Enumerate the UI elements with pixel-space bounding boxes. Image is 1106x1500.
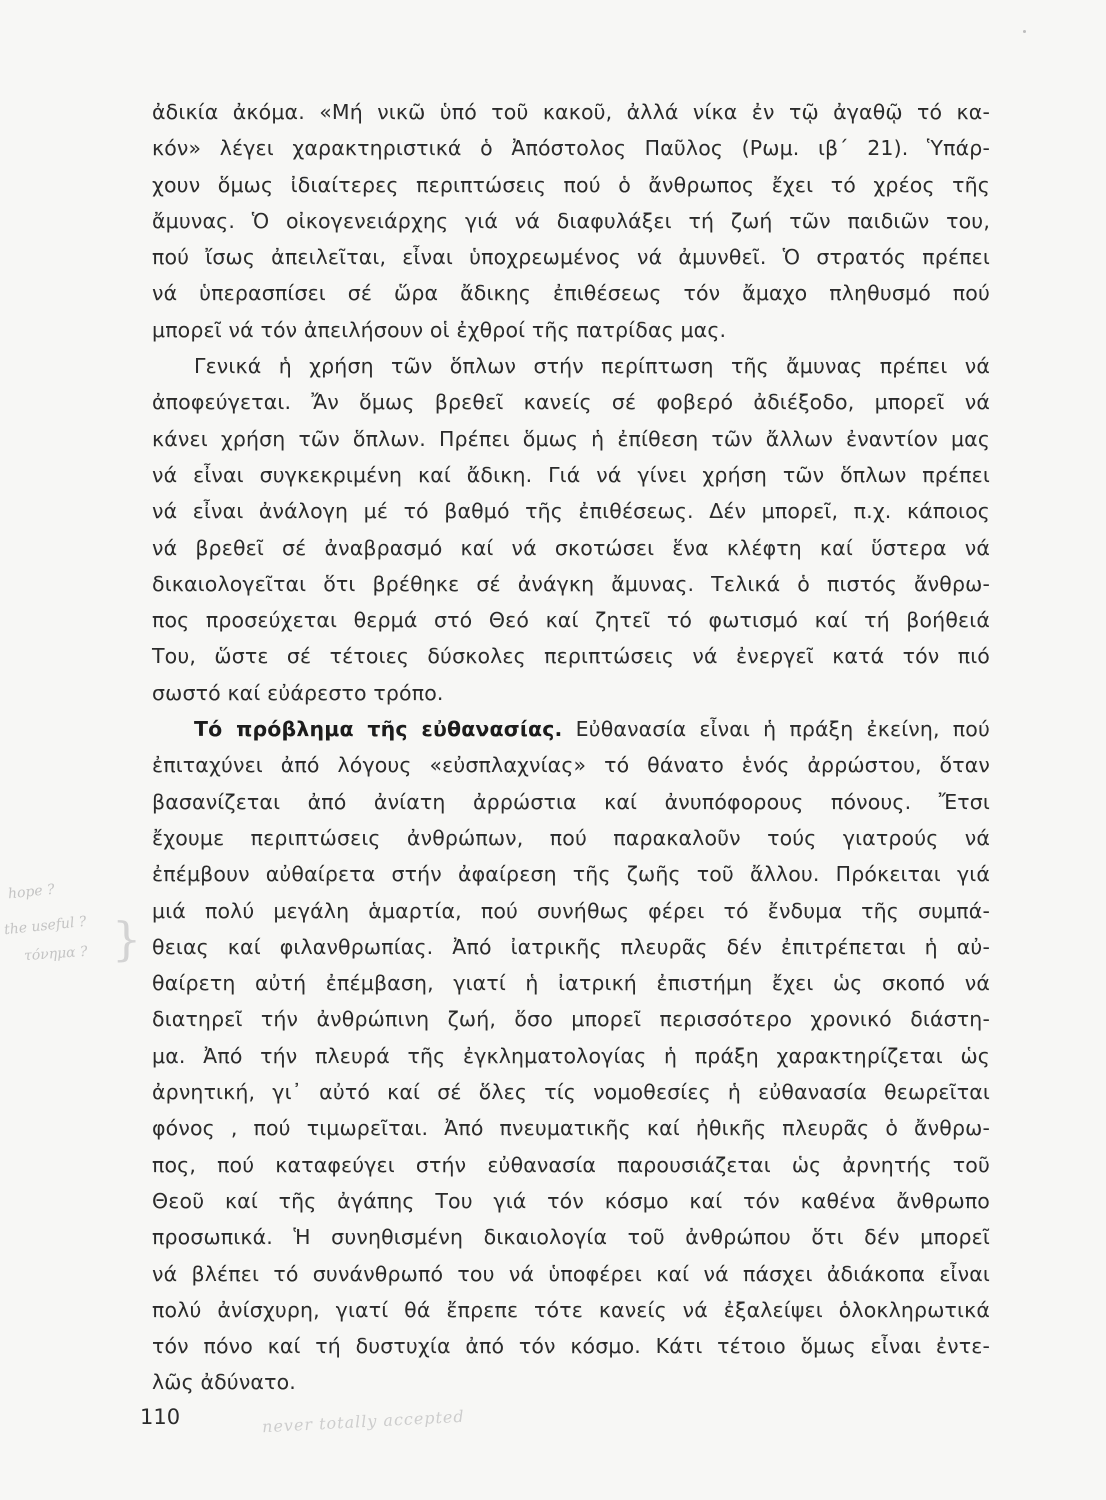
text-line: πού ἴσως ἀπειλεῖται, εἶναι ὑποχρεωμένος νά ἀμυνθεῖ. Ὁ στρατός πρέπει <box>152 245 990 270</box>
text-line: σωστό καί εὐάρεστο τρόπο. <box>152 680 444 705</box>
text-line: ἄμυνας. Ὁ οἰκογενειάρχης γιά νά διαφυλάξει τή ζωή τῶν παιδιῶν του, <box>152 208 990 233</box>
text-line: πολύ ἀνίσχυρη, γιατί θά ἔπρεπε τότε κανείς νά ἐξαλείψει ὁλοκληρωτικά <box>152 1297 990 1322</box>
text-line: Γενικά ἡ χρήση τῶν ὅπλων στήν περίπτωση τῆς ἄμυνας πρέπει νά <box>194 354 990 379</box>
text-line: Του, ὥστε σέ τέτοιες δύσκολες περιπτώσεις νά ἐνεργεῖ κατά τόν πιό <box>152 644 990 669</box>
text-line: νά εἶναι ἀνάλογη μέ τό βαθμό τῆς ἐπιθέσεως. Δέν μπορεῖ, π.χ. κάποιος <box>152 499 990 524</box>
paper-speck <box>1023 30 1026 33</box>
section-heading: Τό πρόβλημα τῆς εὐθανασίας. <box>194 717 563 742</box>
text-line: προσωπικά. Ἡ συνηθισμένη δικαιολογία τοῦ ἀνθρώπου ὅτι δέν μπορεῖ <box>152 1225 990 1250</box>
text-line: μιά πολύ μεγάλη ἁμαρτία, πού συνήθως φέρει τό ἔνδυμα τῆς συμπά- <box>152 898 990 923</box>
text-line: ἐπέμβουν αὐθαίρετα στήν ἀφαίρεση τῆς ζωῆς τοῦ ἄλλου. Πρόκειται γιά <box>152 862 990 887</box>
text-line: φόνος , πού τιμωρεῖται. Ἀπό πνευματικῆς καί ἠθικῆς πλευρᾶς ὁ ἄνθρω- <box>152 1116 990 1141</box>
handwritten-margin-note: the useful ? <box>3 913 88 939</box>
text-line: ἐπιταχύνει ἀπό λόγους «εὐσπλαχνίας» τό θάνατο ἑνός ἀρρώστου, ὅταν <box>152 753 990 778</box>
text-line: ἀποφεύγεται. Ἄν ὅμως βρεθεῖ κανείς σέ φοβερό ἀδιέξοδο, μπορεῖ νά <box>152 390 990 415</box>
text-line: πος, πού καταφεύγει στήν εὐθανασία παρουσιάζεται ὡς ἀρνητής τοῦ <box>152 1152 990 1177</box>
text-line: νά ὑπερασπίσει σέ ὥρα ἄδικης ἐπιθέσεως τόν ἄμαχο πληθυσμό πού <box>152 281 990 306</box>
text-line: νά βρεθεῖ σέ ἀναβρασμό καί νά σκοτώσει ἕνα κλέφτη καί ὕστερα νά <box>152 535 990 560</box>
handwritten-bottom-note: never totally accepted <box>261 1406 466 1437</box>
text-line: βασανίζεται ἀπό ἀνίατη ἀρρώστια καί ἀνυπόφορους πόνους. Ἔτσι <box>152 789 990 814</box>
text-line: θειας καί φιλανθρωπίας. Ἀπό ἰατρικῆς πλευρᾶς δέν ἐπιτρέπεται ἡ αὐ- <box>152 934 990 959</box>
section-heading-line <box>152 711 990 747</box>
text-line: ἀδικία ἀκόμα. «Μή νικῶ ὑπό τοῦ κακοῦ, ἀλλά νίκα ἐν τῷ ἀγαθῷ τό κα- <box>152 100 990 124</box>
handwritten-margin-note: hope ? <box>7 881 56 903</box>
handwritten-brace-icon: } <box>112 912 142 966</box>
text-line: ἔχουμε περιπτώσεις ἀνθρώπων, πού παρακαλοῦν τούς γιατρούς νά <box>152 825 990 850</box>
heading-line-text: Εὐθανασία εἶναι ἡ πράξη ἐκείνη, πού <box>562 717 990 742</box>
text-line: θαίρετη αὐτή ἐπέμβαση, γιατί ἡ ἰατρική ἐπιστήμη ἔχει ὡς σκοπό νά <box>152 971 990 996</box>
text-line: νά εἶναι συγκεκριμένη καί ἄδικη. Γιά νά γίνει χρήση τῶν ὅπλων πρέπει <box>152 462 990 487</box>
text-line: μα. Ἀπό τήν πλευρά τῆς ἐγκληματολογίας ἡ πράξη χαρακτηρίζεται ὡς <box>152 1043 990 1068</box>
text-line: μπορεῖ νά τόν ἀπειλήσουν οἱ ἐχθροί τῆς πατρίδας μας. <box>152 317 727 342</box>
text-line: τόν πόνο καί τή δυστυχία ἀπό τόν κόσμο. Κάτι τέτοιο ὅμως εἶναι ἐντε- <box>152 1334 990 1359</box>
text-line: λῶς ἀδύνατο. <box>152 1370 296 1395</box>
text-line: διατηρεῖ τήν ἀνθρώπινη ζωή, ὅσο μπορεῖ περισσότερο χρονικό διάστη- <box>152 1007 990 1032</box>
text-line: δικαιολογεῖται ὅτι βρέθηκε σέ ἀνάγκη ἄμυνας. Τελικά ὁ πιστός ἄνθρω- <box>152 571 990 596</box>
handwritten-margin-note: τόνημα ? <box>23 943 89 965</box>
page-number: 110 <box>140 1405 181 1429</box>
text-line: χουν ὅμως ἰδιαίτερες περιπτώσεις πού ὁ ἄνθρωπος ἔχει τό χρέος τῆς <box>152 172 990 197</box>
text-line: νά βλέπει τό συνάνθρωπό του νά ὑποφέρει καί νά πάσχει ἀδιάκοπα εἶναι <box>152 1261 990 1286</box>
text-line: κάνει χρήση τῶν ὅπλων. Πρέπει ὅμως ἡ ἐπίθεση τῶν ἄλλων ἐναντίον μας <box>152 426 990 451</box>
text-line: κόν» λέγει χαρακτηριστικά ὁ Ἀπόστολος Παῦλος (Ρωμ. ιβ΄ 21). Ὑπάρ- <box>152 136 990 161</box>
text-line: Θεοῦ καί τῆς ἀγάπης Του γιά τόν κόσμο καί τόν καθένα ἄνθρωπο <box>152 1188 990 1213</box>
body-text <box>152 94 990 1401</box>
text-line: ἀρνητική, γι᾽ αὐτό καί σέ ὅλες τίς νομοθεσίες ἡ εὐθανασία θεωρεῖται <box>152 1080 990 1105</box>
text-line: πος προσεύχεται θερμά στό Θεό καί ζητεῖ τό φωτισμό καί τή βοήθειά <box>152 608 990 633</box>
